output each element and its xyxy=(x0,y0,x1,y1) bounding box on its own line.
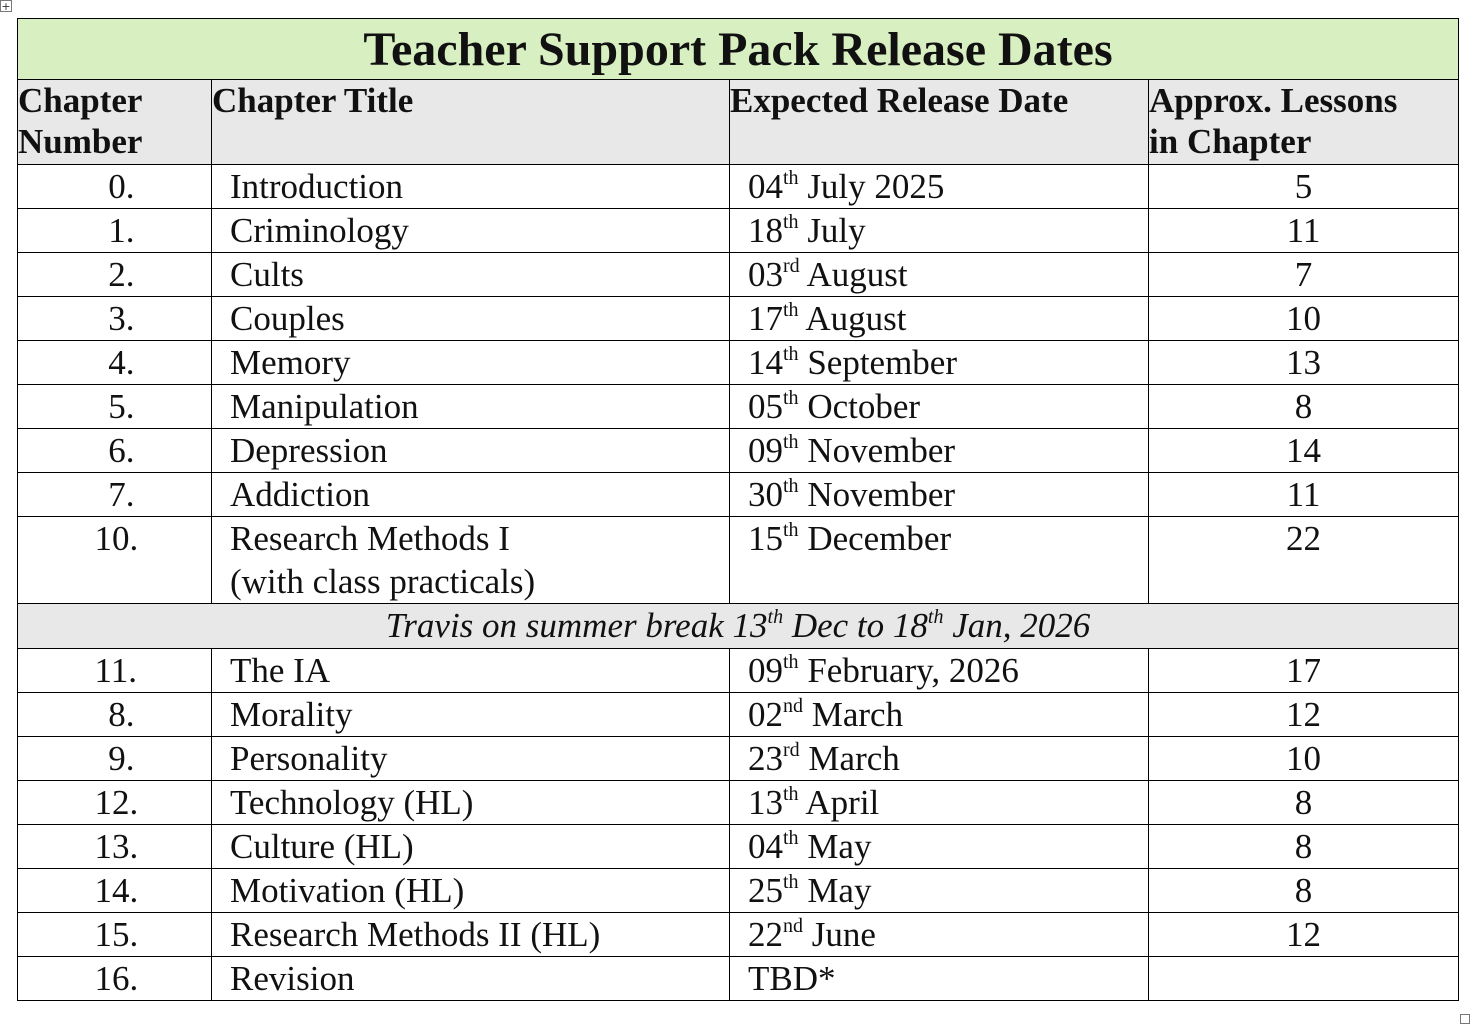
chapter-title: Addiction xyxy=(212,473,730,517)
lesson-count: 12 xyxy=(1149,693,1459,737)
chapter-number: 12. xyxy=(18,781,212,825)
table-row xyxy=(18,165,1459,209)
release-date: 05th October xyxy=(730,385,1149,429)
table-row xyxy=(18,297,1459,341)
header-release-date: Expected Release Date xyxy=(730,80,1149,165)
chapter-title: Memory xyxy=(212,341,730,385)
release-date: 22nd June xyxy=(730,913,1149,957)
lesson-count: 8 xyxy=(1149,825,1459,869)
chapter-title xyxy=(212,517,730,604)
table-row xyxy=(18,913,1459,957)
chapter-title-line2: (with class practicals) xyxy=(230,562,536,601)
chapter-number: 8. xyxy=(18,693,212,737)
header-row xyxy=(18,80,1459,165)
lesson-count: 7 xyxy=(1149,253,1459,297)
chapter-number: 7. xyxy=(18,473,212,517)
lesson-count: 8 xyxy=(1149,781,1459,825)
release-schedule-table xyxy=(17,18,1459,1001)
lesson-count: 13 xyxy=(1149,341,1459,385)
lesson-count: 5 xyxy=(1149,165,1459,209)
chapter-title: Criminology xyxy=(212,209,730,253)
chapter-number: 4. xyxy=(18,341,212,385)
table-row xyxy=(18,869,1459,913)
release-date: 13th April xyxy=(730,781,1149,825)
chapter-title-line1: Research Methods I xyxy=(230,519,510,558)
chapter-title: Couples xyxy=(212,297,730,341)
table-row xyxy=(18,649,1459,693)
release-date: 03rd August xyxy=(730,253,1149,297)
release-date: 02nd March xyxy=(730,693,1149,737)
lesson-count: 8 xyxy=(1149,869,1459,913)
table-row xyxy=(18,341,1459,385)
header-lessons-line1: Approx. Lessons xyxy=(1149,81,1398,120)
chapter-title: Morality xyxy=(212,693,730,737)
chapter-title: Revision xyxy=(212,957,730,1001)
release-date: 09th November xyxy=(730,429,1149,473)
chapter-title: Manipulation xyxy=(212,385,730,429)
chapter-number: 6. xyxy=(18,429,212,473)
chapter-number: 2. xyxy=(18,253,212,297)
lesson-count: 8 xyxy=(1149,385,1459,429)
release-date: 25th May xyxy=(730,869,1149,913)
chapter-number: 5. xyxy=(18,385,212,429)
chapter-title: Motivation (HL) xyxy=(212,869,730,913)
chapter-number: 14. xyxy=(18,869,212,913)
release-date: 14th September xyxy=(730,341,1149,385)
table-row xyxy=(18,957,1459,1001)
header-chapter-title: Chapter Title xyxy=(212,80,730,165)
header-chapter-number-line1: Chapter xyxy=(18,81,143,120)
chapter-number: 16. xyxy=(18,957,212,1001)
table-row xyxy=(18,209,1459,253)
header-chapter-number xyxy=(18,80,212,165)
header-chapter-number-line2: Number xyxy=(18,122,143,161)
table-move-handle-icon[interactable]: + xyxy=(1,0,11,13)
chapter-number: 0. xyxy=(18,165,212,209)
chapter-number: 3. xyxy=(18,297,212,341)
release-date: 09th February, 2026 xyxy=(730,649,1149,693)
lesson-count: 11 xyxy=(1149,209,1459,253)
header-lessons xyxy=(1149,80,1459,165)
table-row xyxy=(18,473,1459,517)
chapter-title: Introduction xyxy=(212,165,730,209)
table-resize-handle-icon[interactable] xyxy=(1460,1014,1470,1024)
table-row xyxy=(18,825,1459,869)
lesson-count: 14 xyxy=(1149,429,1459,473)
chapter-title: The IA xyxy=(212,649,730,693)
release-date: 04th July 2025 xyxy=(730,165,1149,209)
table-row xyxy=(18,517,1459,604)
chapter-title: Technology (HL) xyxy=(212,781,730,825)
release-date: 17th August xyxy=(730,297,1149,341)
lesson-count: 11 xyxy=(1149,473,1459,517)
table-row xyxy=(18,429,1459,473)
release-date: 04th May xyxy=(730,825,1149,869)
lesson-count: 17 xyxy=(1149,649,1459,693)
release-date: 30th November xyxy=(730,473,1149,517)
table-row xyxy=(18,385,1459,429)
chapter-number: 15. xyxy=(18,913,212,957)
table-row xyxy=(18,781,1459,825)
chapter-title: Depression xyxy=(212,429,730,473)
break-row xyxy=(18,604,1459,649)
release-date: 15th December xyxy=(730,517,1149,604)
lesson-count: 12 xyxy=(1149,913,1459,957)
release-date: 23rd March xyxy=(730,737,1149,781)
header-lessons-line2: in Chapter xyxy=(1149,122,1312,161)
chapter-number: 9. xyxy=(18,737,212,781)
table-row xyxy=(18,693,1459,737)
chapter-number: 11. xyxy=(18,649,212,693)
lesson-count xyxy=(1149,957,1459,1001)
table-row xyxy=(18,253,1459,297)
chapter-title: Culture (HL) xyxy=(212,825,730,869)
lesson-count: 10 xyxy=(1149,737,1459,781)
chapter-number: 10. xyxy=(18,517,212,604)
table-title: Teacher Support Pack Release Dates xyxy=(18,19,1459,80)
table-row xyxy=(18,737,1459,781)
chapter-title: Research Methods II (HL) xyxy=(212,913,730,957)
chapter-title: Personality xyxy=(212,737,730,781)
release-date: TBD* xyxy=(730,957,1149,1001)
break-note: Travis on summer break 13th Dec to 18th Jan, 2026 xyxy=(18,604,1459,649)
chapter-number: 1. xyxy=(18,209,212,253)
chapter-number: 13. xyxy=(18,825,212,869)
lesson-count: 22 xyxy=(1149,517,1459,604)
release-date: 18th July xyxy=(730,209,1149,253)
lesson-count: 10 xyxy=(1149,297,1459,341)
chapter-title: Cults xyxy=(212,253,730,297)
